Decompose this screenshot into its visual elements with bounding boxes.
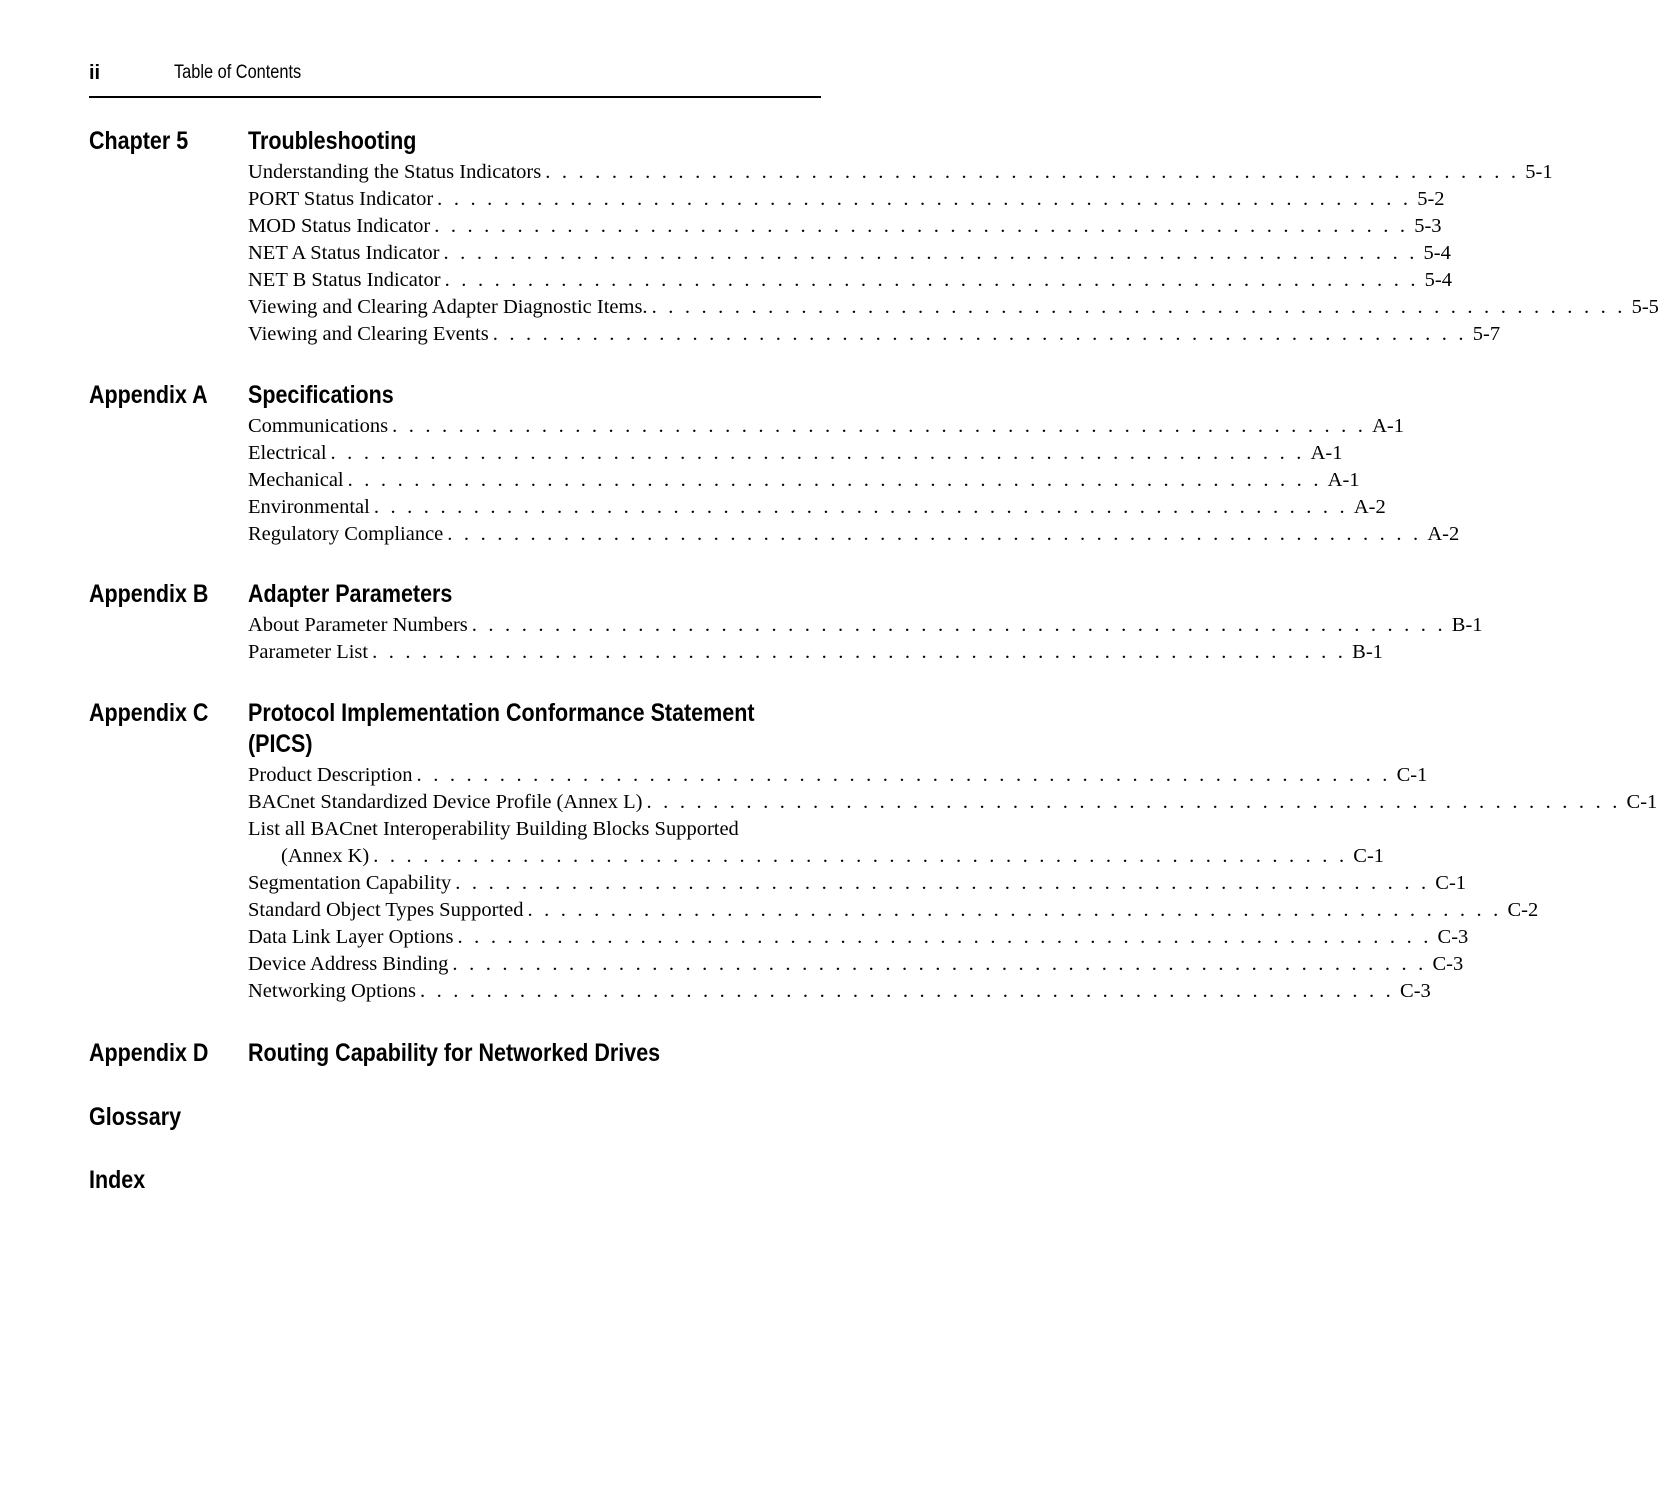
toc-entry[interactable]: [248, 240, 1451, 267]
toc-entry-label: Viewing and Clearing Events: [248, 323, 489, 345]
toc-entry-label: BACnet Standardized Device Profile (Annex L): [248, 791, 643, 813]
dot-leader: . . . . . . . . . . . . . . . . . . . . . . . . . . . . . . . . . . . . . . . . . . . . . . . . . . . . . . . . . . .: [527, 899, 1502, 921]
section-label: Chapter 5: [89, 127, 189, 155]
header-rule: [89, 96, 821, 98]
toc-entry-label: Mechanical: [248, 469, 344, 491]
dot-leader: . . . . . . . . . . . . . . . . . . . . . . . . . . . . . . . . . . . . . . . . . . . . . . . . . . . . . . . . . . .: [447, 523, 1422, 545]
page-number: A-1: [1310, 442, 1343, 464]
toc-entry[interactable]: [248, 762, 1428, 789]
section-title: Troubleshooting: [248, 127, 417, 155]
toc-entry[interactable]: [248, 440, 1343, 467]
dot-leader: . . . . . . . . . . . . . . . . . . . . . . . . . . . . . . . . . . . . . . . . . . . . . . . . . . . . . . . . . . .: [372, 641, 1347, 663]
toc-entry-label: Segmentation Capability: [248, 872, 452, 894]
toc-entry[interactable]: [248, 612, 1483, 639]
toc-entry-label: NET A Status Indicator: [248, 242, 440, 264]
dot-leader: . . . . . . . . . . . . . . . . . . . . . . . . . . . . . . . . . . . . . . . . . . . . . . . . . . . . . . . . . . .: [373, 496, 1348, 518]
toc-entry[interactable]: [248, 639, 1383, 666]
dot-leader: . . . . . . . . . . . . . . . . . . . . . . . . . . . . . . . . . . . . . . . . . . . . . . . . . . . . . . . . . . .: [443, 242, 1418, 264]
page-number: A-2: [1353, 496, 1386, 518]
entry-list: [248, 762, 1658, 1005]
dot-leader: . . . . . . . . . . . . . . . . . . . . . . . . . . . . . . . . . . . . . . . . . . . . . . . . . . . . . . . . . . .: [455, 872, 1430, 894]
page-number: 5-7: [1472, 323, 1501, 345]
section-label: Appendix D: [89, 1039, 209, 1067]
toc-entry-label: Product Description: [248, 764, 413, 786]
section-title: Specifications: [248, 381, 394, 409]
dot-leader: . . . . . . . . . . . . . . . . . . . . . . . . . . . . . . . . . . . . . . . . . . . . . . . . . . . . . . . . . . .: [347, 469, 1322, 491]
running-title: Table of Contents: [174, 62, 302, 83]
dot-leader: . . . . . . . . . . . . . . . . . . . . . . . . . . . . . . . . . . . . . . . . . . . . . . . . . . . . . . . . . . .: [373, 845, 1348, 867]
page-number: A-1: [1372, 415, 1404, 437]
toc-entry-label: Standard Object Types Supported: [248, 899, 524, 921]
toc-entry[interactable]: [248, 951, 1464, 978]
section-label: Appendix C: [89, 699, 209, 727]
toc-entry-label: Parameter List: [248, 641, 369, 663]
toc-entry[interactable]: [248, 213, 1442, 240]
dot-leader: . . . . . . . . . . . . . . . . . . . . . . . . . . . . . . . . . . . . . . . . . . . . . . . . . . . . . . . . . . .: [457, 926, 1432, 948]
page-number: C-1: [1626, 791, 1658, 813]
toc-entry[interactable]: [248, 267, 1452, 294]
toc-entry-label: Electrical: [248, 442, 327, 464]
toc-entry-label: Environmental: [248, 496, 370, 518]
toc-entry-label: Device Address Binding: [248, 953, 449, 975]
page-number: C-3: [1400, 980, 1431, 1002]
page-number: 5-4: [1423, 242, 1451, 264]
toc-entry[interactable]: [248, 870, 1467, 897]
toc-entry-label: PORT Status Indicator: [248, 188, 434, 210]
dot-leader: . . . . . . . . . . . . . . . . . . . . . . . . . . . . . . . . . . . . . . . . . . . . . . . . . . . . . . . . . . .: [434, 215, 1409, 237]
dot-leader: . . . . . . . . . . . . . . . . . . . . . . . . . . . . . . . . . . . . . . . . . . . . . . . . . . . . . . . . . . .: [444, 269, 1419, 291]
toc-entry-label: Networking Options: [248, 980, 416, 1002]
toc-entry-label: About Parameter Numbers: [248, 614, 468, 636]
page-number: 5-3: [1414, 215, 1442, 237]
toc-entry[interactable]: [248, 494, 1386, 521]
toc-entry-label: Communications: [248, 415, 389, 437]
dot-leader: . . . . . . . . . . . . . . . . . . . . . . . . . . . . . . . . . . . . . . . . . . . . . . . . . . . . . . . . . . .: [651, 296, 1626, 318]
toc-entry-continuation: (Annex K): [281, 845, 370, 867]
toc-entry[interactable]: [248, 467, 1360, 494]
dot-leader: . . . . . . . . . . . . . . . . . . . . . . . . . . . . . . . . . . . . . . . . . . . . . . . . . . . . . . . . . . .: [545, 161, 1520, 183]
entry-list: [248, 413, 1460, 548]
dot-leader: . . . . . . . . . . . . . . . . . . . . . . . . . . . . . . . . . . . . . . . . . . . . . . . . . . . . . . . . . . .: [452, 953, 1427, 975]
dot-leader: . . . . . . . . . . . . . . . . . . . . . . . . . . . . . . . . . . . . . . . . . . . . . . . . . . . . . . . . . . .: [437, 188, 1412, 210]
section-title: Routing Capability for Networked Drives: [248, 1039, 661, 1067]
toc-entry-label: Data Link Layer Options: [248, 926, 454, 948]
toc-entry-label: List all BACnet Interoperability Building Blocks Supported: [248, 818, 739, 840]
page-number: B-1: [1352, 641, 1383, 663]
toc-entry-label: NET B Status Indicator: [248, 269, 441, 291]
toc-entry-label: Understanding the Status Indicators: [248, 161, 542, 183]
dot-leader: . . . . . . . . . . . . . . . . . . . . . . . . . . . . . . . . . . . . . . . . . . . . . . . . . . . . . . . . . . .: [492, 323, 1467, 345]
entry-list: [248, 159, 1659, 348]
dot-leader: . . . . . . . . . . . . . . . . . . . . . . . . . . . . . . . . . . . . . . . . . . . . . . . . . . . . . . . . . . .: [392, 415, 1367, 437]
page-number: C-1: [1435, 872, 1467, 894]
toc-entry[interactable]: [248, 294, 1659, 321]
toc-entry[interactable]: [248, 789, 1658, 816]
dot-leader: . . . . . . . . . . . . . . . . . . . . . . . . . . . . . . . . . . . . . . . . . . . . . . . . . . . . . . . . . . .: [471, 614, 1446, 636]
page-number: B-1: [1451, 614, 1483, 636]
page-number: A-1: [1327, 469, 1360, 491]
section-label: Appendix B: [89, 580, 209, 608]
dot-leader: . . . . . . . . . . . . . . . . . . . . . . . . . . . . . . . . . . . . . . . . . . . . . . . . . . . . . . . . . . .: [416, 764, 1391, 786]
page-folio: ii: [89, 62, 101, 84]
page-header: [89, 60, 821, 90]
toc-entry-label: Regulatory Compliance: [248, 523, 444, 545]
page-number: C-3: [1432, 953, 1464, 975]
toc-entry[interactable]: [248, 978, 1431, 1005]
toc-entry[interactable]: [248, 413, 1404, 440]
toc-entry[interactable]: [248, 159, 1553, 186]
page-number: C-2: [1507, 899, 1539, 921]
section-label: Index: [89, 1166, 146, 1194]
page-number: C-1: [1353, 845, 1385, 867]
toc-entry[interactable]: [248, 897, 1539, 924]
entry-list: [248, 612, 1483, 666]
page-number: C-3: [1437, 926, 1469, 948]
page-number: C-1: [1396, 764, 1428, 786]
dot-leader: . . . . . . . . . . . . . . . . . . . . . . . . . . . . . . . . . . . . . . . . . . . . . . . . . . . . . . . . . . .: [419, 980, 1395, 1002]
page-number: 5-5: [1631, 296, 1659, 318]
section-title: Protocol Implementation Conformance Statement (PICS): [248, 699, 755, 758]
page-number: 5-2: [1417, 188, 1445, 210]
toc-entry[interactable]: [248, 186, 1445, 213]
section-label: Appendix A: [89, 381, 208, 409]
dot-leader: . . . . . . . . . . . . . . . . . . . . . . . . . . . . . . . . . . . . . . . . . . . . . . . . . . . . . . . . . . .: [330, 442, 1305, 464]
toc-entry[interactable]: [248, 521, 1460, 548]
page-number: 5-1: [1525, 161, 1553, 183]
toc-entry[interactable]: [248, 321, 1501, 348]
toc-entry[interactable]: [248, 924, 1469, 951]
page-number: 5-4: [1424, 269, 1452, 291]
section-title: Adapter Parameters: [248, 580, 453, 608]
dot-leader: . . . . . . . . . . . . . . . . . . . . . . . . . . . . . . . . . . . . . . . . . . . . . . . . . . . . . . . . . . .: [646, 791, 1621, 813]
section-label: Glossary: [89, 1103, 182, 1131]
toc-entry-label: Viewing and Clearing Adapter Diagnostic Items.: [248, 296, 648, 318]
page-number: A-2: [1427, 523, 1460, 545]
toc-entry-label: MOD Status Indicator: [248, 215, 431, 237]
toc-entry[interactable]: [248, 843, 1385, 870]
